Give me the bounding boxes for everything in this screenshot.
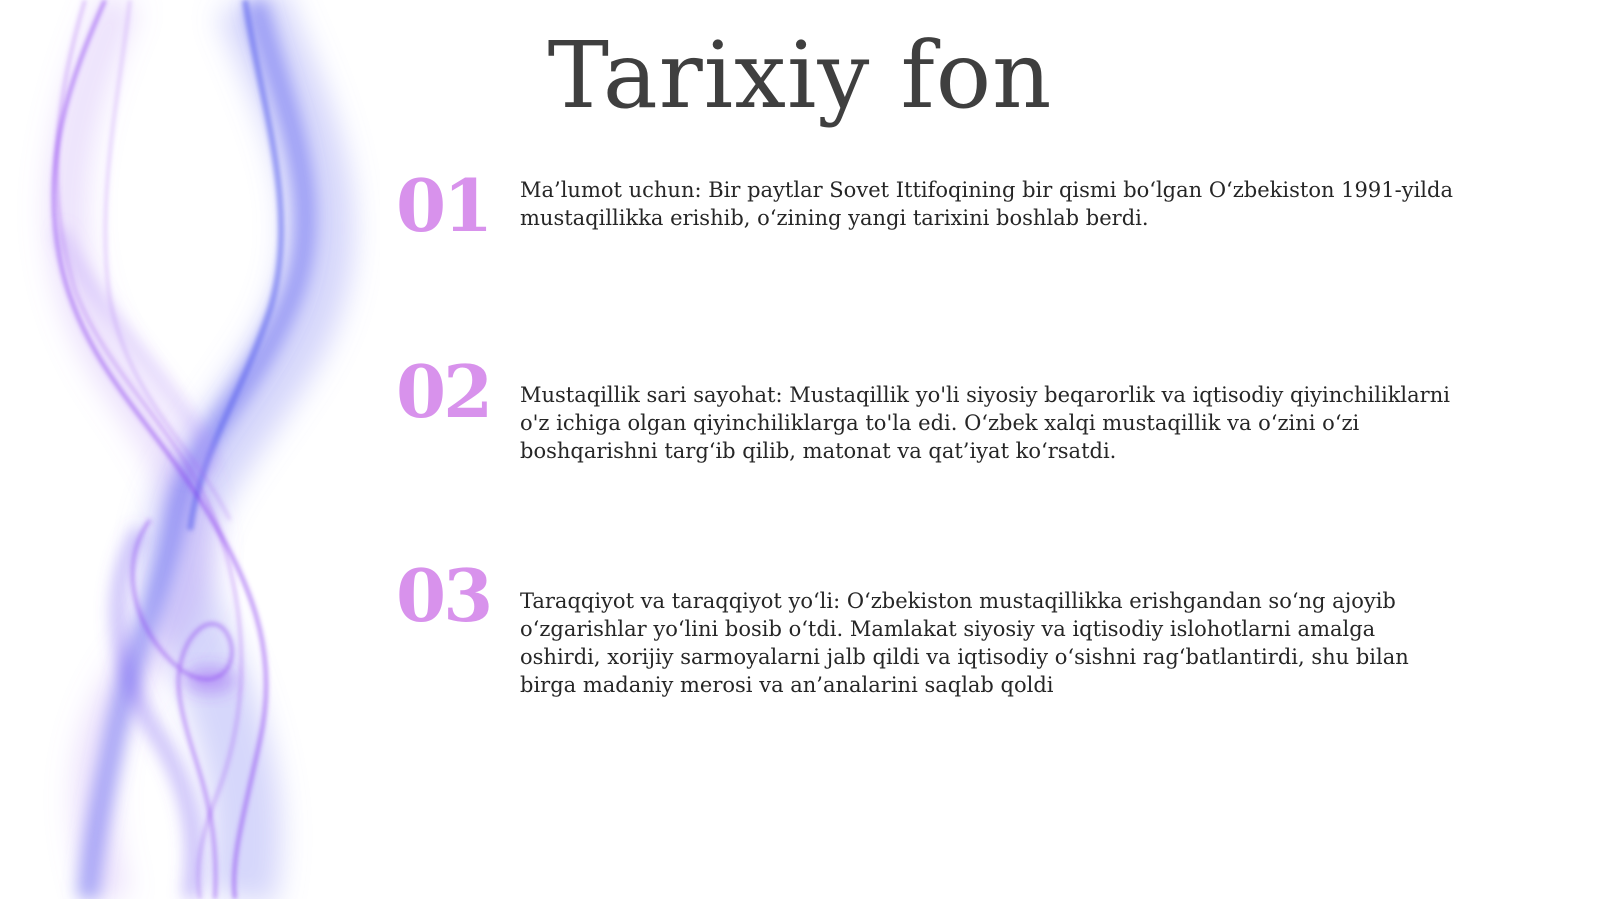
item-number-2: 02: [396, 349, 491, 434]
item-text-2: Mustaqillik sari sayohat: Mustaqillik yo'li siyosiy beqarorlik va iqtisodiy qiyinchiliklarni o'z ichiga olgan qiyinchiliklarga to'la edi. O‘zbek xalqi mustaqillik va o‘zini o‘zi boshqarishni targ‘ib qilib, matonat va qat’iyat ko‘rsatdi.: [520, 383, 1450, 463]
item-text-3: Taraqqiyot va taraqqiyot yo‘li: O‘zbekiston mustaqillikka erishgandan so‘ng ajoyib o‘zgarishlar yo‘lini bosib o‘tdi. Mamlakat siyosiy va iqtisodiy islohotlarni amalga oshirdi, xorijiy sarmoyalarni jalb qildi va iqtisodiy o‘sishni rag‘batlantirdi, shu bilan birga madaniy merosi va an’analarini saqlab qoldi: [520, 589, 1409, 697]
purple-smoke-decoration: [0, 0, 380, 899]
item-number-1: 01: [396, 163, 491, 248]
item-text-1: Ma’lumot uchun: Bir paytlar Sovet Ittifoqining bir qismi bo‘lgan O‘zbekiston 1991-yilda mustaqillikka erishib, o‘zining yangi tarixini boshlab berdi.: [520, 178, 1453, 230]
slide-title: Tarixiy fon: [547, 22, 1053, 129]
item-number-3: 03: [396, 553, 491, 638]
